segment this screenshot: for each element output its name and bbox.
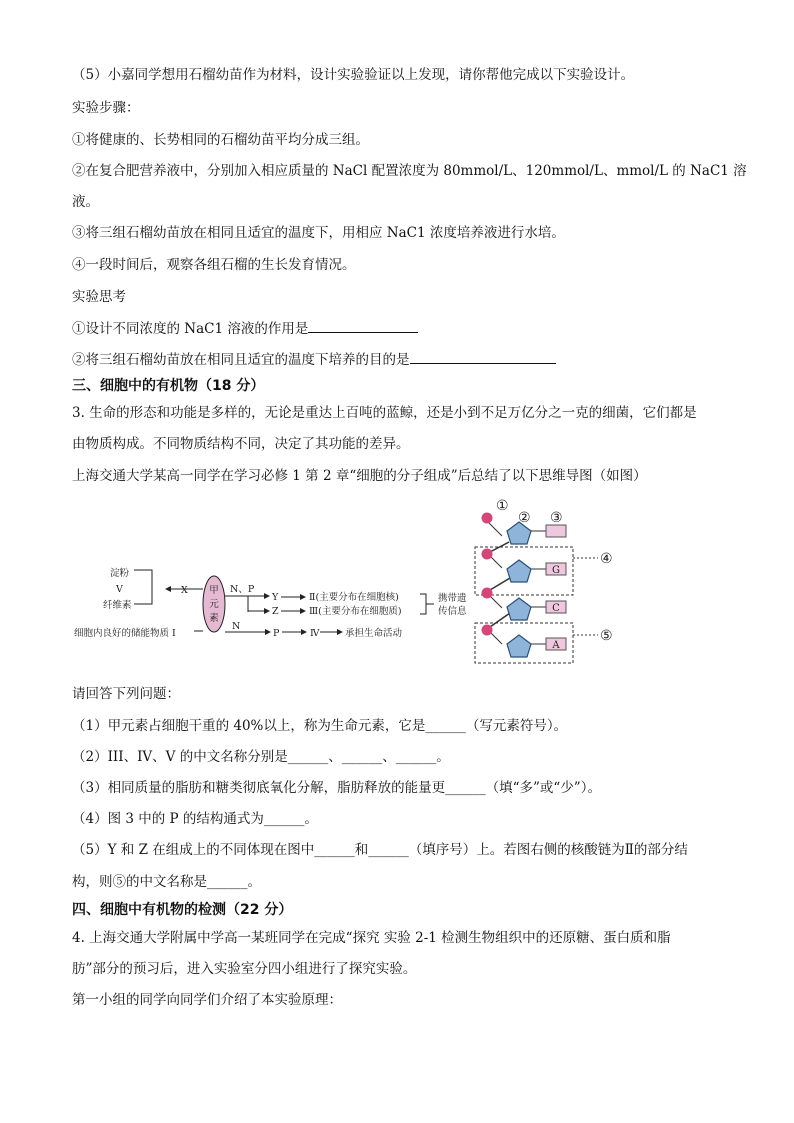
base-g-label: G: [552, 565, 560, 576]
mindmap-storage: 细胞内良好的储能物质 I: [74, 628, 176, 639]
line-np: [225, 596, 248, 612]
answer-blank[interactable]: [308, 318, 418, 333]
think-question-1: [72, 318, 418, 338]
answer-intro: 请回答下列问题：: [72, 686, 180, 702]
q3-stem-line-1: 3. 生命的形态和功能是多样的，无论是重达上百吨的蓝鲸，还是小到不足万亿分之一克的细菌，它们都是: [72, 405, 697, 421]
section-3-title: 三、细胞中的有机物（18 分）: [72, 378, 265, 394]
mindmap-carry-2: 传信息: [438, 606, 467, 617]
base-c-label: C: [552, 603, 560, 614]
question-5: （5）Y 和 Z 在组成上的不同体现在图中______和______（填序号）上。若图右侧的核酸链为Ⅱ的部分结: [72, 842, 688, 858]
question-3: （3）相同质量的脂肪和糖类彻底氧化分解，脂肪释放的能量更______（填“多”或“少”）。: [72, 780, 601, 796]
q3-stem-line-2: 由物质构成。不同物质结构不同，决定了其功能的差异。: [72, 436, 410, 452]
element-label-1: 甲: [209, 585, 219, 596]
question-4: （4）图 3 中的 P 的结构通式为______。: [72, 811, 318, 827]
backbone-bonds: [490, 542, 510, 627]
mindmap-x: X: [181, 585, 188, 596]
think-heading: 实验思考: [72, 289, 126, 305]
nucleotide-chain-diagram: [470, 492, 630, 672]
sugar-pentagon: [507, 560, 531, 582]
q5-intro: （5）小嘉同学想用石榴幼苗作为材料，设计实验验证以上发现，请你帮他完成以下实验设计。: [72, 67, 635, 83]
think-question-2: [72, 349, 556, 369]
phosphate-circle: [482, 549, 493, 560]
label-4: ④: [600, 551, 613, 567]
phosphate-circle: [482, 513, 493, 524]
mindmap-np: N、P: [230, 584, 255, 595]
steps-heading: 实验步骤：: [72, 100, 140, 116]
mindmap-ii: Ⅱ(主要分布在细胞核): [309, 592, 399, 603]
base-a-label: A: [552, 640, 560, 651]
think-question-2-text: ②将三组石榴幼苗放在相同且适宜的温度下培养的目的是: [72, 352, 410, 368]
left-bracket: [134, 570, 152, 604]
question-5-cont: 构，则⑤的中文名称是______。: [72, 874, 261, 890]
element-label-2: 元: [209, 599, 219, 610]
phosphate-circle: [482, 625, 493, 636]
mindmap-carry-1: 携带遗: [438, 593, 467, 604]
sugar-pentagon: [507, 635, 531, 657]
q4-stem-line-3: 第一小组的同学向同学们介绍了本实验原理：: [72, 992, 342, 1008]
right-bracket: [420, 594, 426, 614]
phosphate-circle: [482, 588, 493, 599]
label-3: ③: [550, 510, 563, 526]
label-1: ①: [496, 498, 509, 514]
base-box: [546, 525, 566, 537]
q4-stem-line-2: 肪”部分的预习后，进入实验室分四小组进行了探究实验。: [72, 961, 417, 977]
sugar-pentagon: [507, 598, 531, 620]
step-3: ③将三组石榴幼苗放在相同且适宜的温度下，用相应 NaC1 浓度培养液进行水培。: [72, 225, 565, 241]
label-5: ⑤: [600, 628, 613, 644]
step-2: ②在复合肥营养液中，分别加入相应质量的 NaCl 配置浓度为 80mmol/L、120mmol/L、mmol/L 的 NaC1 溶: [72, 163, 747, 179]
section-4-title: 四、细胞中有机物的检测（22 分）: [72, 902, 293, 918]
mindmap-y: Y: [272, 592, 279, 603]
element-label-3: 素: [209, 613, 219, 624]
think-question-1-text: ①设计不同浓度的 NaC1 溶液的作用是: [72, 321, 309, 337]
mindmap-iv: Ⅳ: [310, 628, 320, 639]
answer-blank[interactable]: [410, 349, 556, 364]
question-1: （1）甲元素占细胞干重的 40%以上，称为生命元素，它是______（写元素符号）。: [72, 718, 568, 734]
label-2: ②: [518, 510, 531, 526]
mindmap-p: P: [273, 628, 280, 639]
q3-stem-line-3: 上海交通大学某高一同学在学习必修 1 第 2 章“细胞的分子组成”后总结了以下思维导图（如图）: [72, 468, 647, 484]
mindmap-n: N: [232, 621, 241, 632]
mindmap-iii: Ⅲ(主要分布在细胞质): [309, 606, 402, 617]
step-4: ④一段时间后，观察各组石榴的生长发育情况。: [72, 257, 356, 273]
step-1: ①将健康的、长势相同的石榴幼苗平均分成三组。: [72, 132, 369, 148]
mindmap-function: 承担生命活动: [345, 628, 403, 639]
mind-map-diagram: [0, 490, 794, 680]
question-2: （2）III、IV、V 的中文名称分别是______、______、______。: [72, 749, 450, 765]
mindmap-z: Z: [272, 606, 279, 617]
mindmap-v: V: [116, 584, 123, 595]
step-2-cont: 液。: [72, 194, 99, 210]
mindmap-starch: 淀粉: [110, 568, 130, 579]
mindmap-cellulose: 纤维素: [103, 600, 132, 611]
q4-stem-line-1: 4. 上海交通大学附属中学高一某班同学在完成“探究 实验 2-1 检测生物组织中的还原糖、蛋白质和脂: [72, 930, 671, 946]
